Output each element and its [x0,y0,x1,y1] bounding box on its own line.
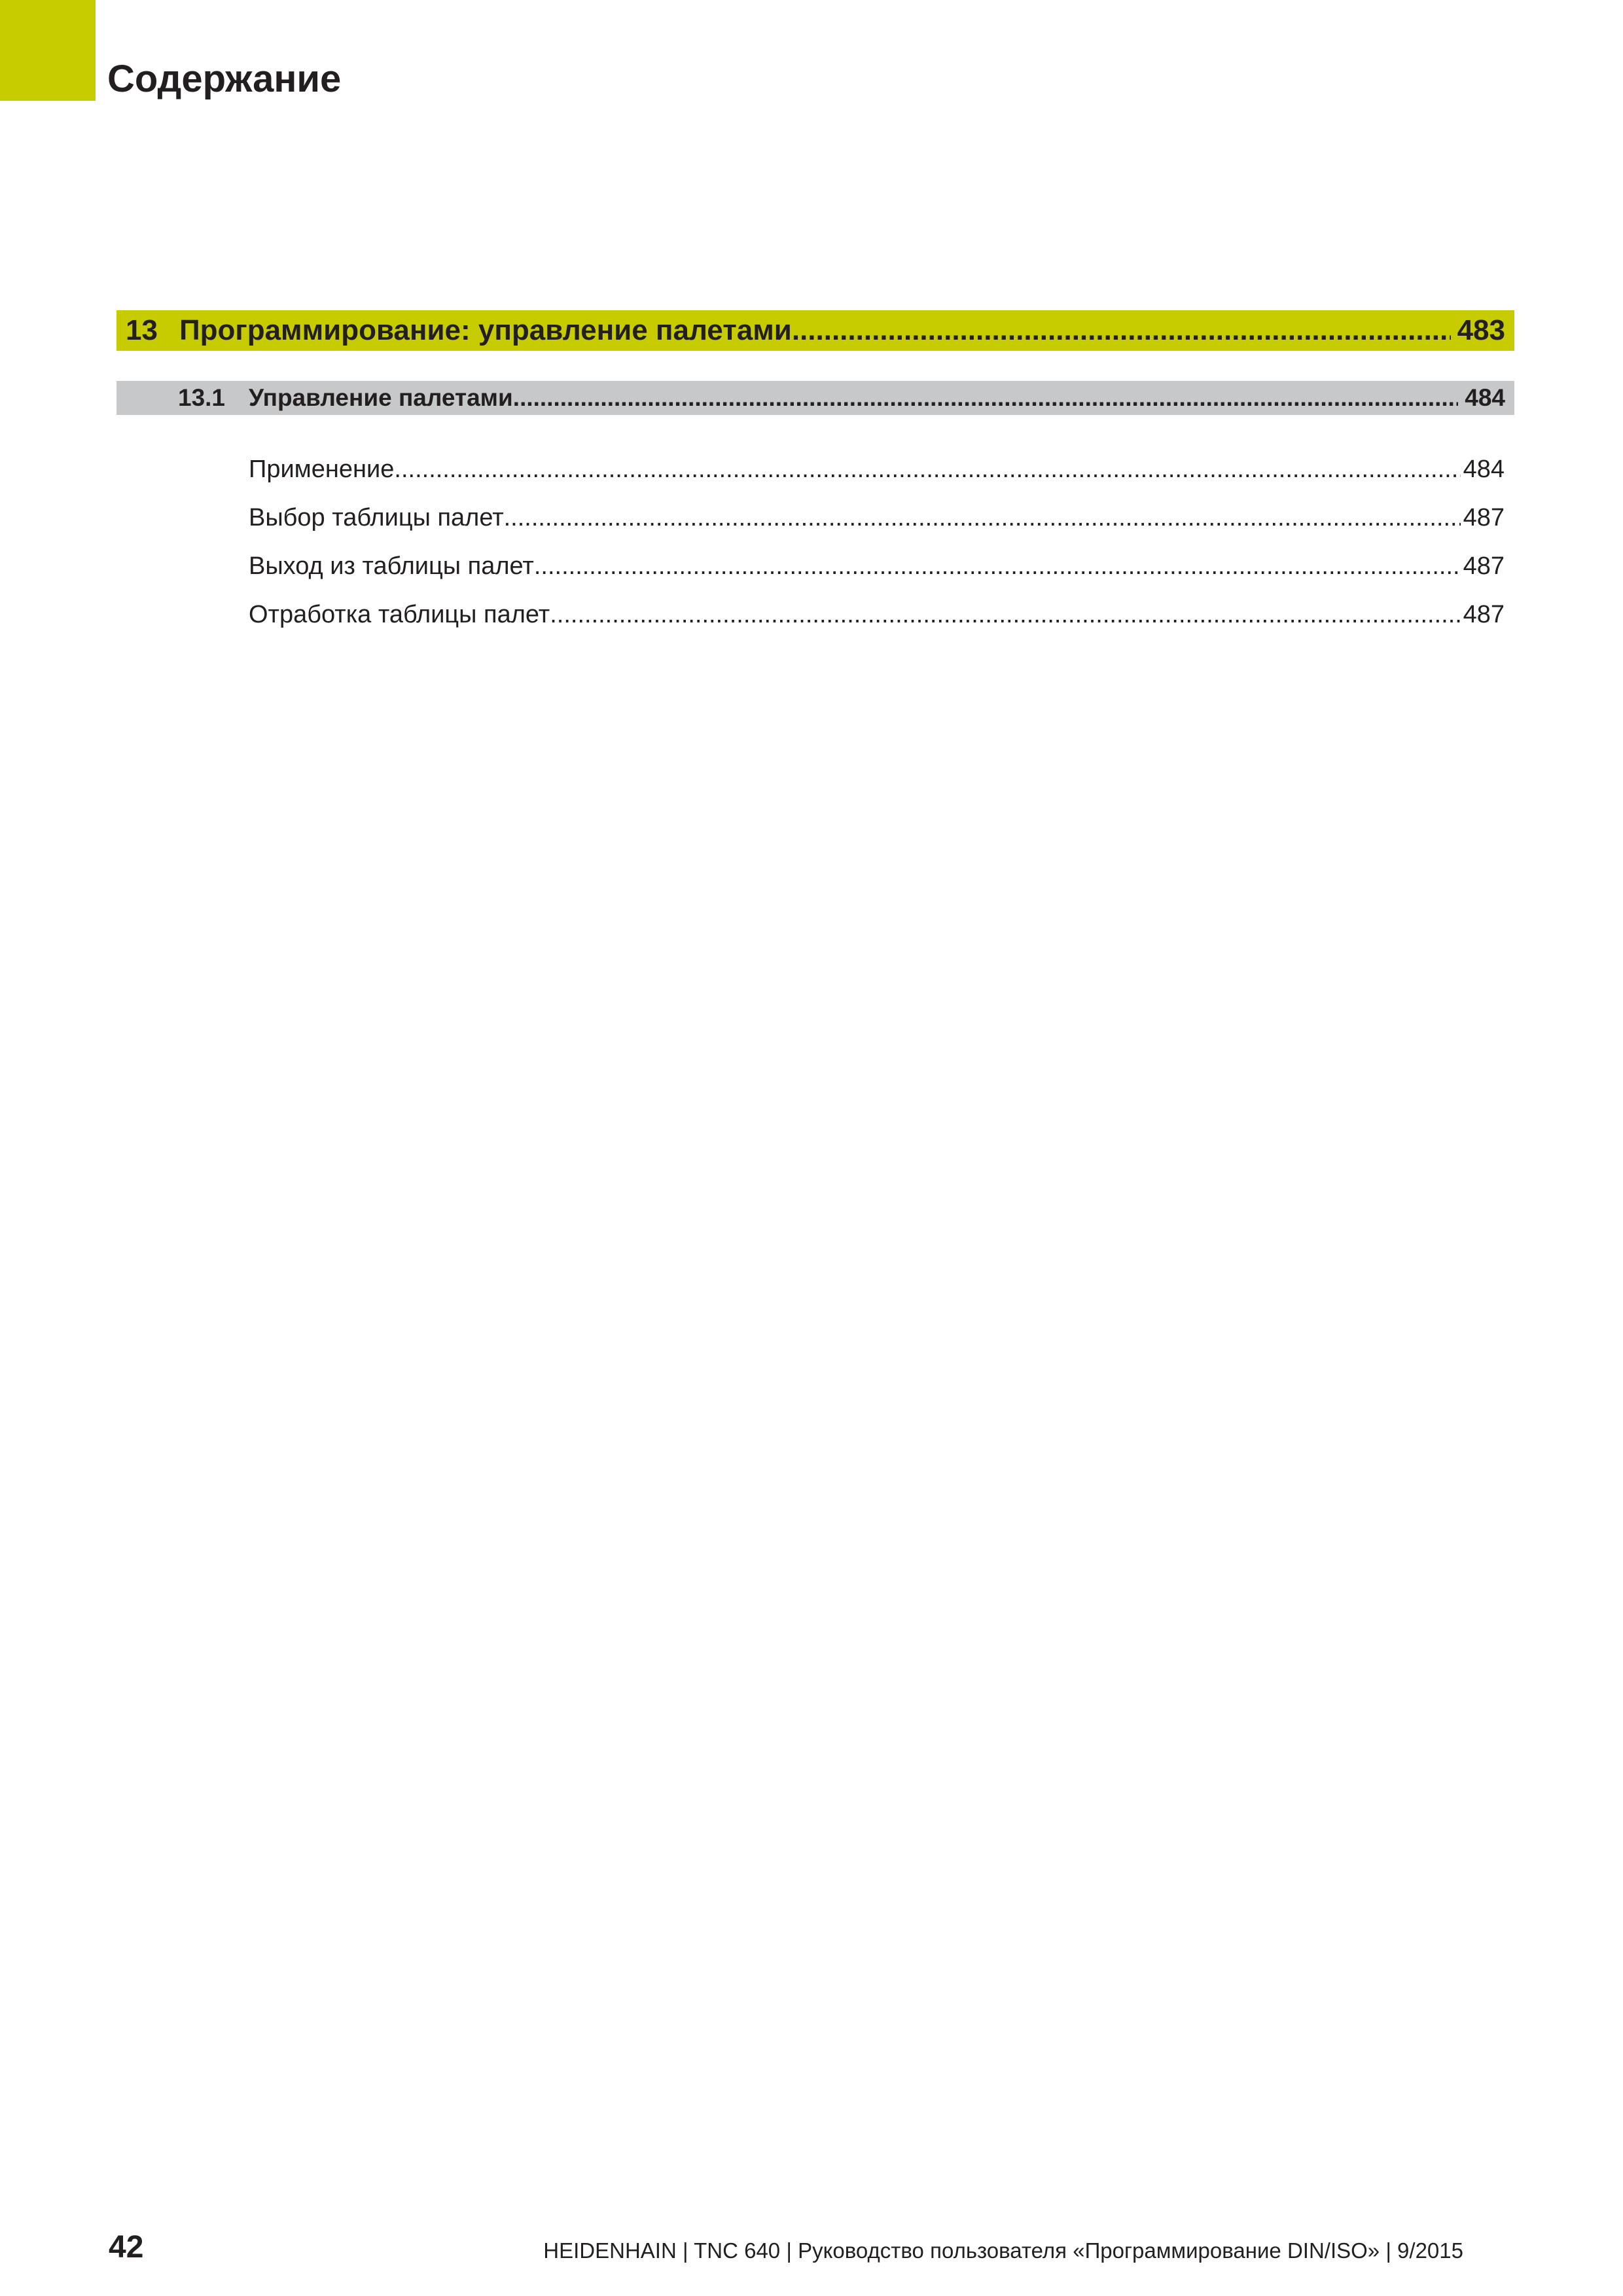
chapter-title: Программирование: управление палетами [179,314,792,346]
toc-item-page-number: 487 [1463,552,1505,580]
dot-leader [394,445,1460,493]
page-title: Содержание [107,58,342,100]
toc-section-entry[interactable] [116,381,1514,415]
dot-leader [504,493,1461,542]
toc-item-title: Применение [249,456,395,483]
section-number: 13.1 [178,384,226,411]
toc-item-title: Выход из таблицы палет [249,552,534,580]
toc-item[interactable] [249,493,1505,542]
dot-leader [550,590,1460,639]
section-title: Управление палетами [249,384,513,411]
section-page-number: 484 [1465,384,1505,411]
toc-item-title: Отработка таблицы палет [249,601,550,628]
footer-page-number: 42 [109,2230,144,2265]
chapter-page-number: 483 [1457,314,1505,346]
dot-leader [513,381,1458,415]
toc-chapter-entry[interactable] [116,310,1514,351]
toc-item[interactable] [249,445,1505,493]
toc-item-page-number: 487 [1463,504,1505,531]
toc-item[interactable] [249,542,1505,590]
toc-item-list [249,445,1505,639]
toc-item-title: Выбор таблицы палет [249,504,504,531]
toc-item[interactable] [249,590,1505,639]
dot-leader [792,310,1451,351]
toc-item-page-number: 487 [1463,601,1505,628]
dot-leader [534,542,1461,590]
chapter-number: 13 [126,314,158,346]
chapter-color-tab [0,0,96,101]
footer-publication-info: HEIDENHAIN | TNC 640 | Руководство пользователя «Программирование DIN/ISO» | 9/2015 [543,2238,1463,2263]
toc-item-page-number: 484 [1463,456,1505,483]
